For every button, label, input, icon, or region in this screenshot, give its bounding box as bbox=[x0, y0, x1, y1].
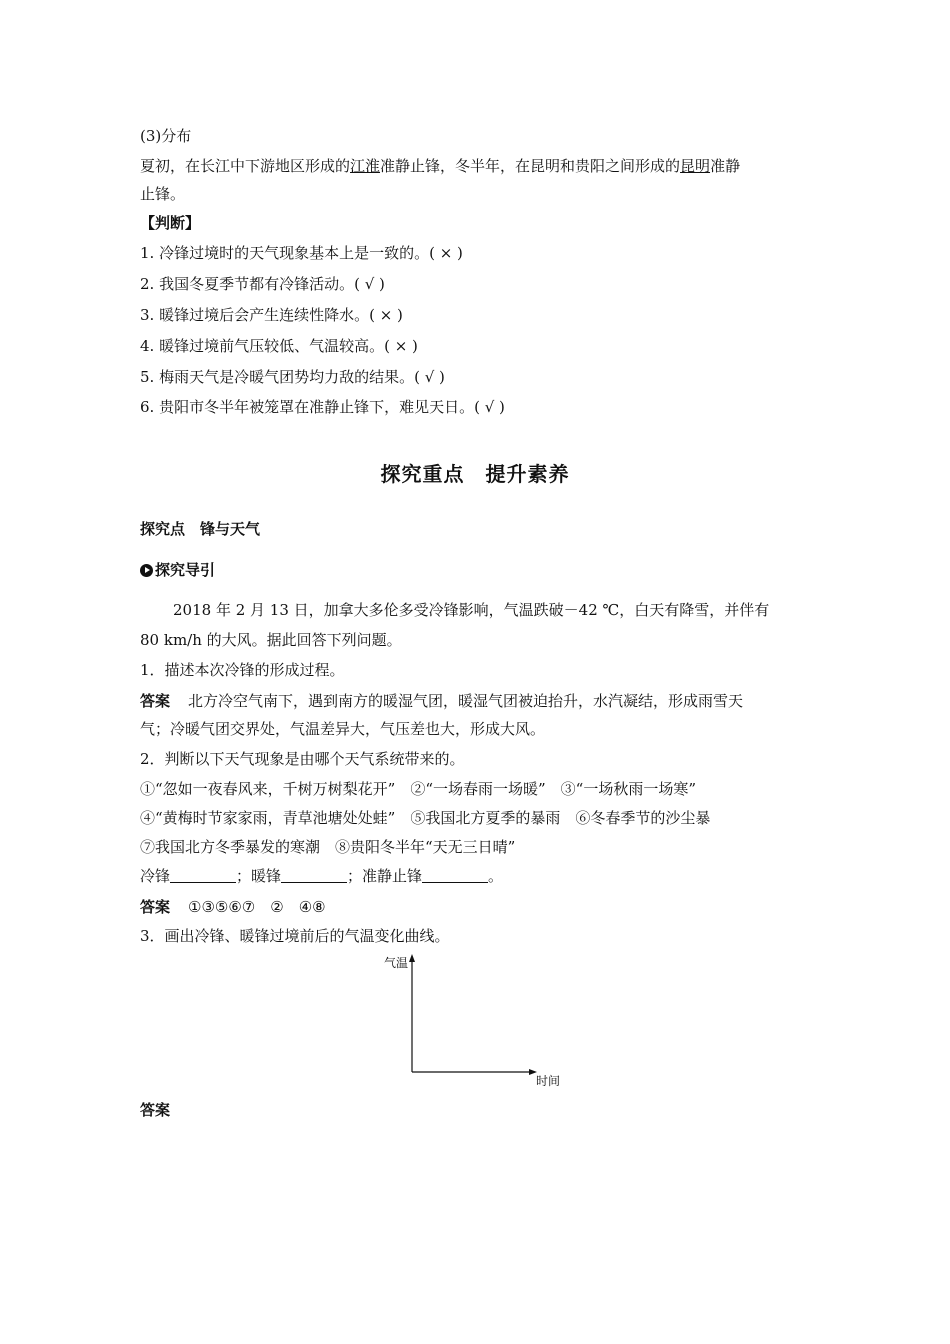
temperature-axes-diagram bbox=[380, 950, 580, 1090]
distribution-paragraph bbox=[140, 156, 740, 176]
warm-front-label: ；暖锋 bbox=[236, 867, 282, 885]
q3-question: 3．画出冷锋、暖锋过境前后的气温变化曲线。 bbox=[140, 927, 450, 945]
judge-item-text: 暖锋过境前气压较低、气温较高。( × ) bbox=[159, 337, 418, 355]
warm-front-blank[interactable] bbox=[281, 868, 347, 883]
jianghuai-term: 江淮 bbox=[350, 157, 381, 175]
distribution-text-mid: 准静止锋，冬半年，在昆明和贵阳之间形成的 bbox=[380, 157, 681, 175]
judge-item bbox=[140, 336, 418, 356]
judge-item-num: 5. bbox=[140, 368, 155, 386]
judge-item-text: 梅雨天气是冷暖气团势均力敌的结果。( √ ) bbox=[159, 368, 445, 386]
cold-front-blank[interactable] bbox=[170, 868, 236, 883]
answer-label: 答案 bbox=[140, 898, 171, 916]
judge-item-text: 贵阳市冬半年被笼罩在准静止锋下，难见天日。( √ ) bbox=[159, 398, 505, 416]
judge-item-num: 1. bbox=[140, 244, 155, 262]
section-title: 探究重点 提升素养 bbox=[380, 462, 570, 486]
distribution-heading: (3)分布 bbox=[140, 127, 192, 145]
intro-line2: 80 km/h 的大风。据此回答下列问题。 bbox=[140, 631, 402, 649]
q1-answer-line2: 气；冷暖气团交界处，气温差异大，气压差也大，形成大风。 bbox=[140, 720, 546, 738]
fill-end: 。 bbox=[488, 867, 504, 885]
q2-options-line1: ①“忽如一夜春风来，千树万树梨花开” ②“一场春雨一场暖” ③“一场秋雨一场寒” bbox=[140, 780, 697, 798]
judge-item bbox=[140, 274, 385, 294]
q1-answer bbox=[140, 691, 743, 711]
intro-line1: 2018 年 2 月 13 日，加拿大多伦多受冷锋影响，气温跌破－42 ℃，白天有降雪，并伴有 bbox=[173, 601, 770, 619]
kunming-term: 昆明 bbox=[680, 157, 711, 175]
judge-item bbox=[140, 243, 463, 263]
answer-label: 答案 bbox=[140, 692, 171, 710]
q2-question: 2．判断以下天气现象是由哪个天气系统带来的。 bbox=[140, 750, 465, 768]
q2-fill-blanks bbox=[140, 866, 503, 886]
judge-item-num: 6. bbox=[140, 398, 155, 416]
q1-question: 1．描述本次冷锋的形成过程。 bbox=[140, 661, 345, 679]
judge-item bbox=[140, 367, 445, 387]
distribution-text-post: 准静 bbox=[710, 157, 741, 175]
judge-item-num: 3. bbox=[140, 306, 155, 324]
guide-label: 探究导引 bbox=[155, 561, 216, 579]
q2-answer-text: ①③⑤⑥⑦ ② ④⑧ bbox=[188, 898, 326, 916]
play-circle-icon bbox=[140, 564, 153, 577]
judge-item-text: 冷锋过境时的天气现象基本上是一致的。( × ) bbox=[159, 244, 463, 262]
q2-answer bbox=[140, 897, 326, 917]
judge-item-num: 2. bbox=[140, 275, 155, 293]
q3-answer-label: 答案 bbox=[140, 1101, 171, 1119]
judge-item bbox=[140, 305, 403, 325]
judge-item-text: 暖锋过境后会产生连续性降水。( × ) bbox=[159, 306, 403, 324]
y-axis-arrow bbox=[409, 954, 415, 962]
stationary-front-label: ；准静止锋 bbox=[347, 867, 423, 885]
distribution-line2: 止锋。 bbox=[140, 185, 186, 203]
judge-item bbox=[140, 397, 505, 417]
distribution-text-pre: 夏初，在长江中下游地区形成的 bbox=[140, 157, 351, 175]
judge-item-text: 我国冬夏季节都有冷锋活动。( √ ) bbox=[159, 275, 385, 293]
guide-heading bbox=[140, 560, 215, 580]
judge-heading: 【判断】 bbox=[140, 214, 201, 232]
explore-point-heading: 探究点 锋与天气 bbox=[140, 520, 261, 538]
judge-item-num: 4. bbox=[140, 337, 155, 355]
y-axis-label: 气温 bbox=[384, 956, 409, 970]
q2-options-line2: ④“黄梅时节家家雨，青草池塘处处蛙” ⑤我国北方夏季的暴雨 ⑥冬春季节的沙尘暴 bbox=[140, 809, 711, 827]
stationary-front-blank[interactable] bbox=[422, 868, 488, 883]
q1-answer-text: 北方冷空气南下，遇到南方的暖湿气团，暖湿气团被迫抬升，水汽凝结，形成雨雪天 bbox=[188, 692, 744, 710]
q2-options-line3: ⑦我国北方冬季暴发的寒潮 ⑧贵阳冬半年“天无三日晴” bbox=[140, 838, 516, 856]
x-axis-label: 时间 bbox=[536, 1074, 561, 1088]
cold-front-label: 冷锋 bbox=[140, 867, 171, 885]
